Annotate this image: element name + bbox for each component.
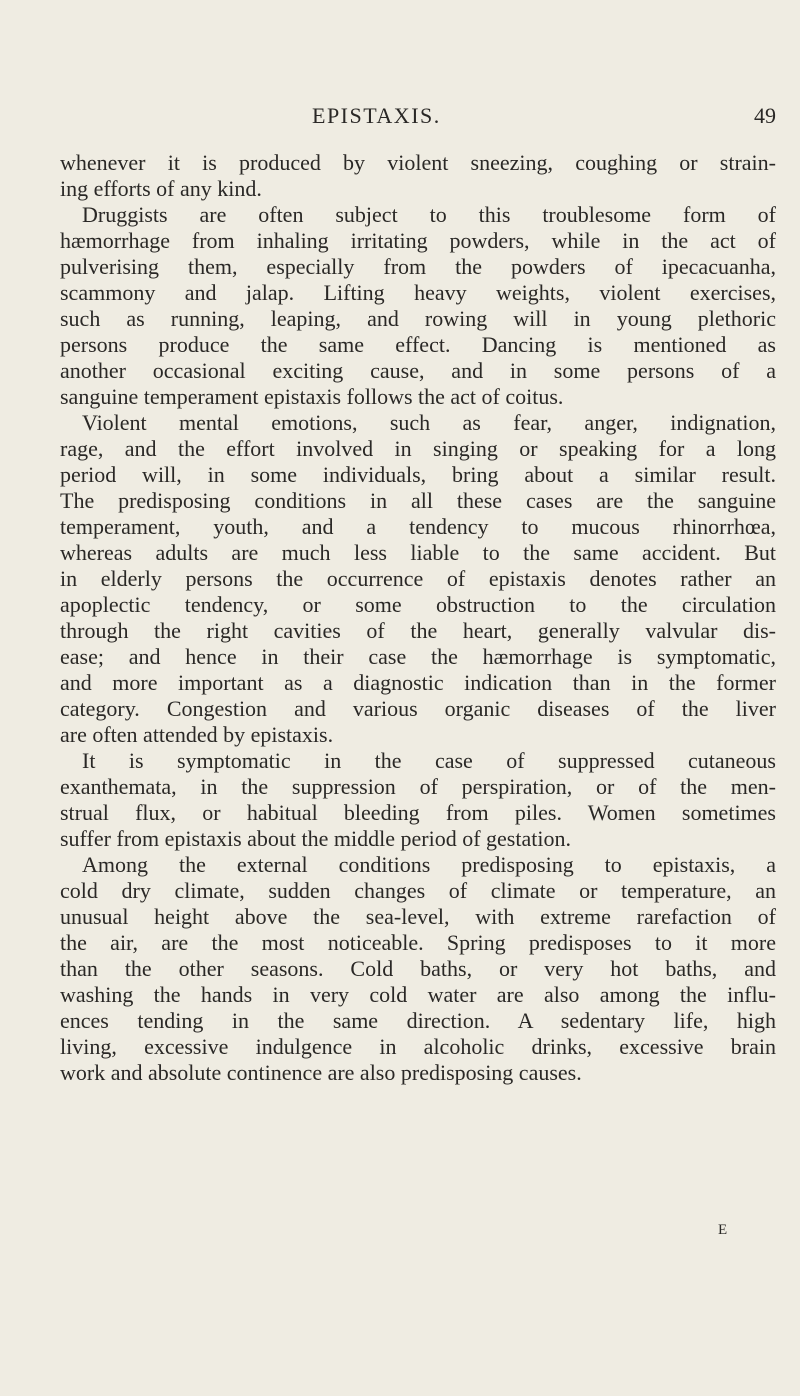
text-line: The predisposing conditions in all these cases are the sanguine	[60, 488, 776, 513]
signature-mark: E	[718, 1222, 729, 1238]
text-line: washing the hands in very cold water are also among the influ-	[60, 982, 776, 1007]
text-line: exanthemata, in the suppression of perspiration, or of the men-	[60, 774, 776, 799]
text-line: strual flux, or habitual bleeding from piles. Women sometimes	[60, 800, 776, 825]
text-line: hæmorrhage from inhaling irritating powders, while in the act of	[60, 228, 776, 253]
text-line: apoplectic tendency, or some obstruction to the circulation	[60, 592, 776, 617]
text-line: another occasional exciting cause, and in some persons of a	[60, 358, 776, 383]
text-line: in elderly persons the occurrence of epistaxis denotes rather an	[60, 566, 776, 591]
text-line: ing efforts of any kind.	[60, 176, 262, 201]
text-line: such as running, leaping, and rowing will in young plethoric	[60, 306, 776, 331]
body-text	[60, 150, 776, 1086]
text-line: the air, are the most noticeable. Spring predisposes to it more	[60, 930, 776, 955]
text-line: living, excessive indulgence in alcoholic drinks, excessive brain	[60, 1034, 776, 1059]
text-line: Druggists are often subject to this troublesome form of	[82, 202, 776, 227]
text-line: ease; and hence in their case the hæmorrhage is symptomatic,	[60, 644, 776, 669]
text-line: pulverising them, especially from the powders of ipecacuanha,	[60, 254, 776, 279]
text-line: unusual height above the sea-level, with extreme rarefaction of	[60, 904, 776, 929]
text-line: Among the external conditions predisposing to epistaxis, a	[82, 852, 776, 877]
text-line: scammony and jalap. Lifting heavy weights, violent exercises,	[60, 280, 776, 305]
text-line: category. Congestion and various organic diseases of the liver	[60, 696, 776, 721]
text-line: are often attended by epistaxis.	[60, 722, 334, 747]
text-line: sanguine temperament epistaxis follows the act of coitus.	[60, 384, 564, 409]
text-line: through the right cavities of the heart, generally valvular dis-	[60, 618, 776, 643]
text-line: cold dry climate, sudden changes of climate or temperature, an	[60, 878, 776, 903]
running-title: EPISTAXIS.	[312, 103, 441, 128]
text-line: and more important as a diagnostic indication than in the former	[60, 670, 776, 695]
text-line: whenever it is produced by violent sneezing, coughing or strain-	[60, 150, 776, 175]
text-line: whereas adults are much less liable to the same accident. But	[60, 540, 776, 565]
page-number: 49	[754, 103, 776, 128]
text-line: Violent mental emotions, such as fear, anger, indignation,	[82, 410, 776, 435]
text-line: than the other seasons. Cold baths, or very hot baths, and	[60, 956, 776, 981]
text-line: persons produce the same effect. Dancing is mentioned as	[60, 332, 776, 357]
text-line: temperament, youth, and a tendency to mucous rhinorrhœa,	[60, 514, 776, 539]
text-line: It is symptomatic in the case of suppressed cutaneous	[82, 748, 776, 773]
running-head	[60, 100, 776, 132]
text-line: ences tending in the same direction. A sedentary life, high	[60, 1008, 776, 1033]
text-line: period will, in some individuals, bring about a similar result.	[60, 462, 776, 487]
text-line: work and absolute continence are also predisposing causes.	[60, 1060, 582, 1085]
text-line: suffer from epistaxis about the middle period of gestation.	[60, 826, 571, 851]
text-line: rage, and the effort involved in singing or speaking for a long	[60, 436, 776, 461]
